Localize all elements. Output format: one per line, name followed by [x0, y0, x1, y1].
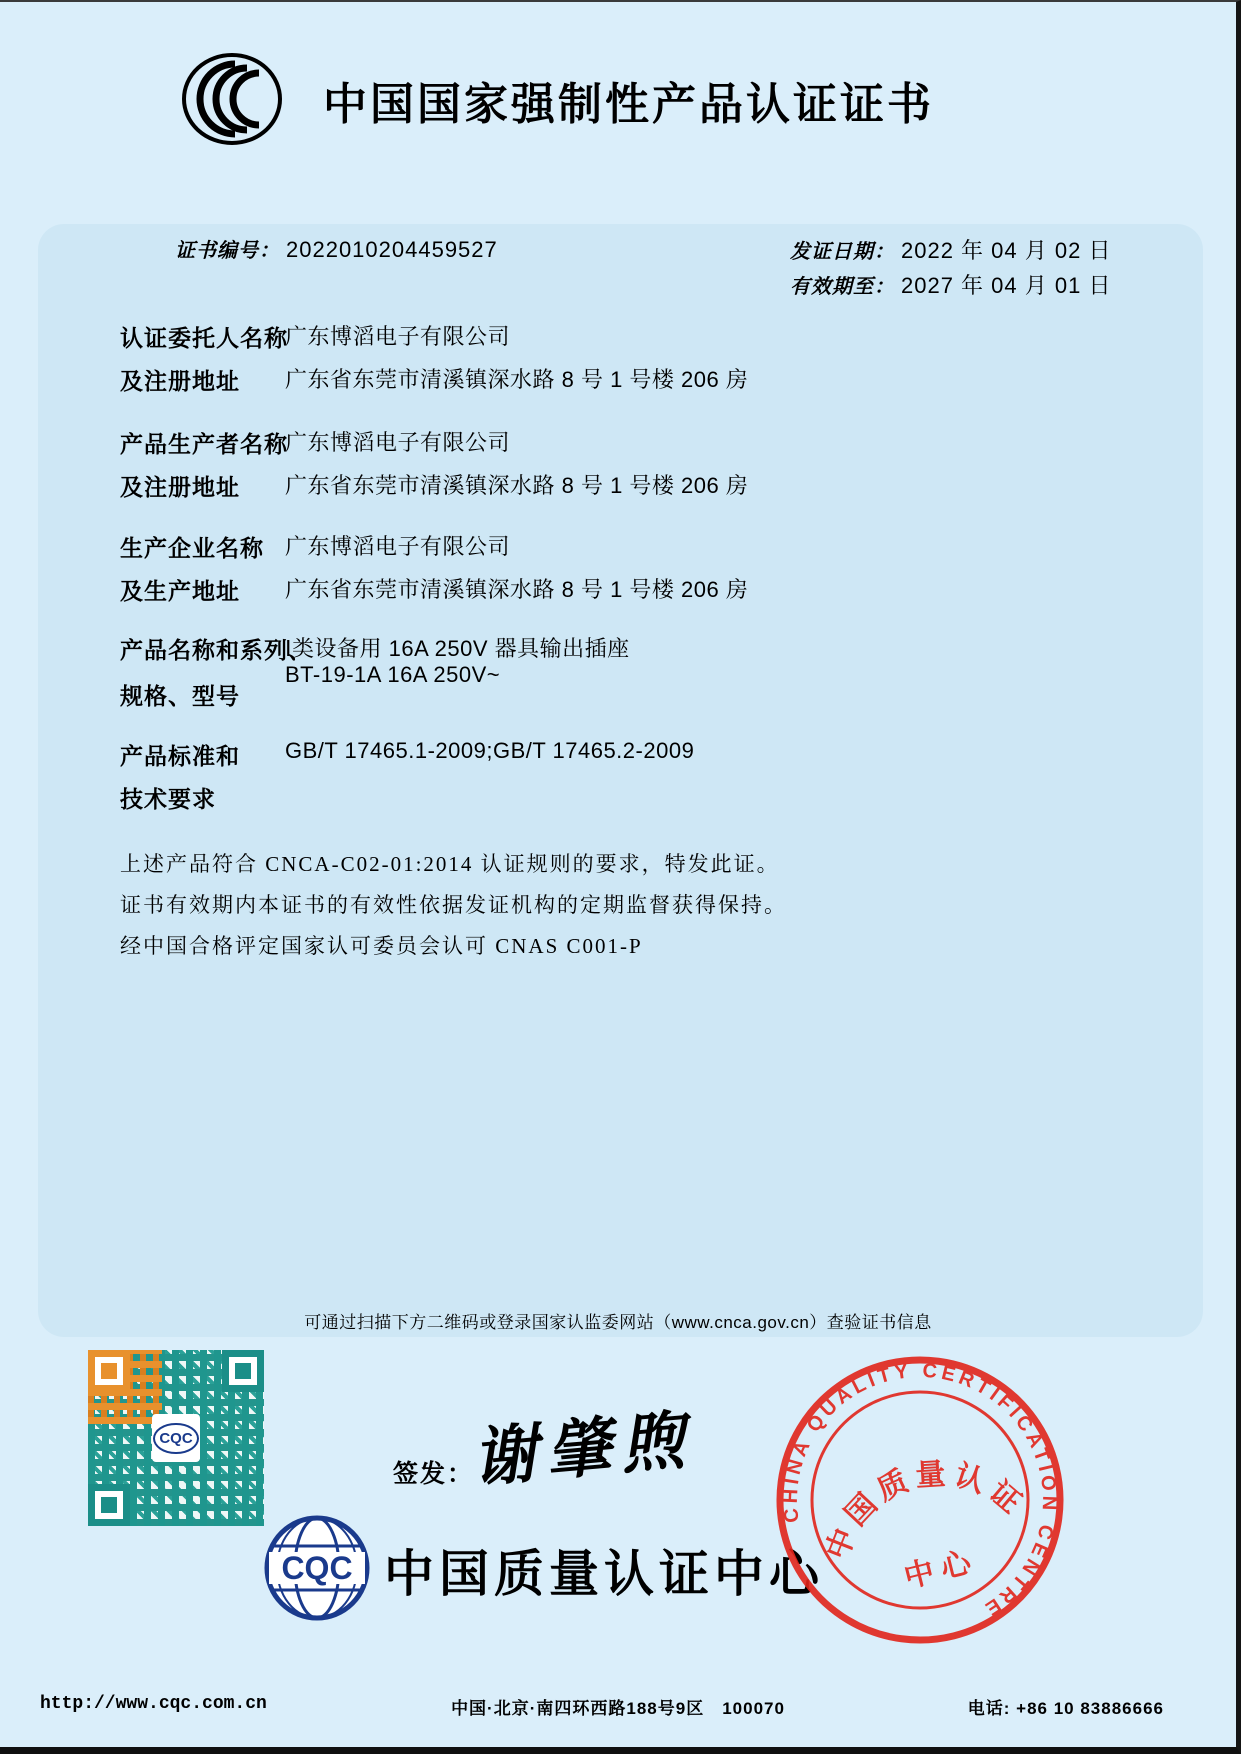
certificate-number-label: 证书编号：	[175, 240, 280, 262]
stamp-ring-text: CHINA QUALITY CERTIFICATION CENTRE	[779, 1359, 1061, 1622]
qr-finder-top-right	[222, 1350, 264, 1392]
cqc-globe-icon	[263, 1514, 371, 1622]
field-group-producer	[120, 426, 1140, 526]
field-value: BT-19-1A 16A 250V~	[285, 662, 501, 687]
valid-until-label: 有效期至：	[790, 276, 895, 298]
field-label: 产品名称和系列、	[120, 637, 312, 663]
field-value: 广东省东莞市清溪镇深水路 8 号 1 号楼 206 房	[285, 473, 749, 498]
red-certification-stamp	[738, 1318, 1102, 1682]
verification-note: 可通过扫描下方二维码或登录国家认监委网站（www.cnca.gov.cn）查验证书信息	[304, 1313, 932, 1332]
cqc-logo-text: CQC	[281, 1550, 353, 1586]
field-label: 产品生产者名称	[120, 431, 288, 457]
field-label: 规格、型号	[120, 683, 240, 709]
signed-by-label: 签发：	[393, 1460, 475, 1488]
footer-address: 中国·北京·南四环西路188号9区 100070	[451, 1699, 785, 1718]
issuer-name: 中国质量认证中心	[384, 1546, 824, 1602]
field-value: 广东博滔电子有限公司	[285, 324, 511, 349]
statement-line: 证书有效期内本证书的有效性依据发证机构的定期监督获得保持。	[120, 893, 787, 917]
valid-until-row	[790, 269, 1111, 300]
field-label: 及注册地址	[120, 474, 240, 500]
stamp-arc-text: 中国质量认证	[820, 1457, 1032, 1565]
field-label: 生产企业名称	[120, 535, 264, 561]
field-label: 产品标准和	[120, 743, 240, 769]
footer-website: http://www.cqc.com.cn	[40, 1694, 267, 1714]
qr-finder-top-left	[88, 1350, 130, 1392]
certificate-number-row	[175, 234, 498, 263]
field-group-standards	[120, 738, 1140, 838]
statement-block	[120, 844, 787, 967]
field-group-applicant	[120, 320, 1140, 420]
field-value: GB/T 17465.1-2009;GB/T 17465.2-2009	[285, 738, 695, 763]
footer	[0, 1694, 1236, 1724]
field-group-product	[120, 632, 1140, 732]
ccc-mark-icon	[180, 52, 284, 146]
valid-until-date: 2027 年 04 月 01 日	[901, 273, 1112, 298]
qr-code	[88, 1350, 264, 1526]
certificate-number: 2022010204459527	[286, 237, 498, 262]
field-label: 及生产地址	[120, 578, 240, 604]
svg-text:中国质量认证	[804, 1434, 1036, 1570]
field-label: 认证委托人名称	[120, 325, 288, 351]
field-value: Ⅰ类设备用 16A 250V 器具输出插座	[285, 636, 630, 661]
signature-handwriting: 谢肇煦	[469, 1404, 698, 1495]
qr-center-logo	[152, 1414, 200, 1462]
issue-date-row	[790, 234, 1111, 265]
statement-line: 经中国合格评定国家认可委员会认可 CNAS C001-P	[120, 934, 643, 958]
field-value: 广东省东莞市清溪镇深水路 8 号 1 号楼 206 房	[285, 577, 749, 602]
page-title: 中国国家强制性产品认证证书	[323, 80, 934, 129]
stamp-center-text: 中 心	[900, 1546, 975, 1595]
issue-date: 2022 年 04 月 02 日	[901, 238, 1112, 263]
field-value: 广东博滔电子有限公司	[285, 430, 511, 455]
field-label: 及注册地址	[120, 368, 240, 394]
footer-phone: 电话: +86 10 83886666	[967, 1699, 1164, 1718]
field-value: 广东博滔电子有限公司	[285, 534, 511, 559]
qr-finder-bottom-left	[88, 1484, 130, 1526]
field-value: 广东省东莞市清溪镇深水路 8 号 1 号楼 206 房	[285, 367, 749, 392]
qr-cqc-label: CQC	[153, 1423, 198, 1454]
field-group-factory	[120, 530, 1140, 630]
issue-date-label: 发证日期：	[790, 241, 895, 263]
statement-line: 上述产品符合 CNCA-C02-01:2014 认证规则的要求，特发此证。	[120, 852, 780, 876]
field-label: 技术要求	[120, 786, 216, 812]
svg-text:CHINA QUALITY CERTIFICATION CE	[750, 1330, 1088, 1665]
